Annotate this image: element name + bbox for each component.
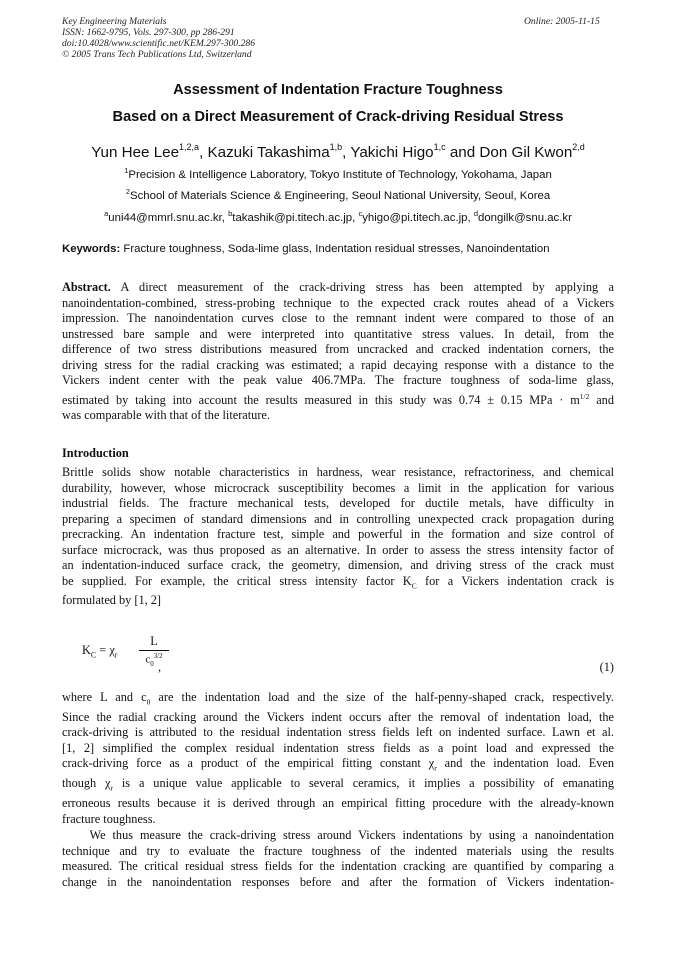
affiliation-2: $^2$School of Materials Science & Engineering, Seoul National University, Seoul, Korea xyxy=(125,187,551,202)
abstract-label: Abstract. xyxy=(62,280,111,294)
abstract-line: Vickers indent center with the peak value 406.7MPa. The fracture toughness of soda-lime glass, xyxy=(62,373,614,387)
equation-fraction xyxy=(139,634,169,668)
email-link[interactable]: dongilk@snu.ac.kr xyxy=(478,211,572,224)
text-line: We thus measure the crack-driving stress around Vickers indentations by using a nanoindentation xyxy=(62,828,614,842)
text-line: though $\chi_r$ is a unique value applicable to several ceramics, it implies a possibility of emanating xyxy=(62,776,614,793)
intro-paragraph-3 xyxy=(62,828,614,890)
affiliation-1: $^1$Precision & Intelligence Laboratory, Tokyo Institute of Technology, Yokohama, Japan xyxy=(124,166,552,181)
paper-title-line-1: Assessment of Indentation Fracture Toughness xyxy=(173,82,503,98)
intro-paragraph-2 xyxy=(62,690,614,827)
doi-line[interactable]: doi:10.4028/www.scientific.net/KEM.297-300.286 xyxy=(62,38,256,49)
copyright-line: © 2005 Trans Tech Publications Ltd, Switzerland xyxy=(62,49,252,60)
text-line: formulated by [1, 2] xyxy=(62,593,162,608)
text-line: be supplied. For example, the critical stress intensity factor $K_C$ for a Vickers indentation crack is xyxy=(62,573,615,590)
fraction-numerator: L xyxy=(139,634,169,651)
paper-title-line-2: Based on a Direct Measurement of Crack-driving Residual Stress xyxy=(112,109,564,125)
intro-paragraph-1 xyxy=(62,465,614,609)
abstract-line: difference of two stress distributions measured from uncracked and cracked indentation corners, the xyxy=(62,342,614,356)
text-line: change in the nanoindentation responses before and after the formation of Vickers indentation- xyxy=(62,874,614,889)
text-line: where L and $c_0$ are the indentation load and the size of the half-penny-shaped crack, respectively. xyxy=(62,690,615,707)
keywords xyxy=(62,242,614,256)
text-line: technique and try to evaluate the fracture toughness of the indented materials using the results xyxy=(62,843,614,858)
text-line: an indentation-induced surface crack, the geometry, dimension, and driving stress of the crack must xyxy=(62,558,614,572)
fraction-denominator: $c_0^{3/2}$ xyxy=(145,652,163,668)
keywords-label: Keywords: xyxy=(62,243,121,255)
text-line: fracture toughness. xyxy=(62,811,156,826)
abstract xyxy=(62,280,614,424)
text-line: surface microcrack, was thus proposed as an alternative. In order to assess the stress intensity factor of xyxy=(62,542,614,557)
author-list xyxy=(62,138,614,163)
email-link[interactable]: takashik@pi.titech.ac.jp xyxy=(232,211,353,224)
text-line: measured. The critical residual stress fields for the indentation cracking are quantified by comparing a xyxy=(62,859,614,873)
abstract-line: nanoindentation-combined, stress-probing technique to the expected crack routes ahead of a Vickers xyxy=(62,295,614,310)
email-link[interactable]: yhigo@pi.titech.ac.jp xyxy=(362,211,468,224)
issn-line: ISSN: 1662-9795, Vols. 297-300, pp 286-291 xyxy=(62,27,235,38)
abstract-line: driving stress for the radial cracking was estimated; a rapid decaying response with a distance to the xyxy=(62,357,614,372)
equation-comma: , xyxy=(158,660,162,674)
author-3: Yakichi Higo$^{1,c}$ and xyxy=(350,142,480,162)
abstract-line: unstressed bare sample and were interpreted into quantitative stress values. In detail, from the xyxy=(62,326,614,341)
abstract-line: was comparable with that of the literature. xyxy=(62,408,270,423)
abstract-line: impression. The nanoindentation curves close to the remnant indent were compared to those of an xyxy=(62,311,614,325)
author-4: Don Gil Kwon$^{2,d}$ xyxy=(479,142,585,162)
text-line: durability, however, whose microcrack susceptibility becomes a limit in the application for various xyxy=(62,480,614,495)
email-link[interactable]: uni44@mmrl.snu.ac.kr xyxy=(108,211,222,224)
equation-number: (1) xyxy=(599,660,614,674)
text-line: Brittle solids show notable characteristics in hardness, wear resistance, refractoriness, and chemical xyxy=(62,465,614,479)
author-1: Yun Hee Lee$^{1,2,a}$, xyxy=(91,142,208,162)
journal-header xyxy=(62,16,255,60)
text-line: crack-driving force as a product of the empirical fitting constant $\chi_r$ and the indentation load. Even xyxy=(62,756,614,773)
equation-1 xyxy=(80,634,614,674)
equation-lhs: $K_C = \chi_r$ xyxy=(82,643,118,660)
text-line: precracking. An indentation fracture test, simple and powerful in the formation and size control of xyxy=(62,527,614,541)
abstract-line: Abstract. A direct measurement of the crack-driving stress has been attempted by applying a xyxy=(62,280,614,294)
text-line: industrial fields. The fracture mechanical tests, developed for ductile metals, have difficulty in xyxy=(62,496,614,510)
online-date: Online: 2005-11-15 xyxy=(524,16,600,27)
keywords-text: Fracture toughness, Soda-lime glass, Indentation residual stresses, Nanoindentation xyxy=(120,243,550,255)
text-line: erroneous results because it is derived through an empirical fitting procedure with the already-known xyxy=(62,796,614,811)
journal-name: Key Engineering Materials xyxy=(62,16,167,27)
text-line: crack-driving is attributed to the residual indentation stress fields left on indented surface. Lawn et al. xyxy=(62,725,614,740)
section-heading-introduction: Introduction xyxy=(62,446,129,460)
text-line: Since the radial cracking around the Vickers indent occurs after the removal of indentation load, the xyxy=(62,709,614,724)
text-line: preparing a specimen of standard dimensions and in controlling unexpected crack propagation during xyxy=(62,511,614,526)
text-line: [1, 2] simplified the complex residual indentation stress fields as a point load and expressed the xyxy=(62,740,614,755)
author-emails: $^a$uni44@mmrl.snu.ac.kr, $^b$takashik@pi.titech.ac.jp, $^c$yhigo@pi.titech.ac.jp, $^d$dongilk@snu.ac.kr xyxy=(104,209,572,224)
abstract-line: estimated by taking into account the results measured in this study was 0.74 ± 0.15 MPa · $m^{1/2}$ and xyxy=(62,391,614,407)
author-2: Kazuki Takashima$^{1,b}$, xyxy=(207,142,351,162)
